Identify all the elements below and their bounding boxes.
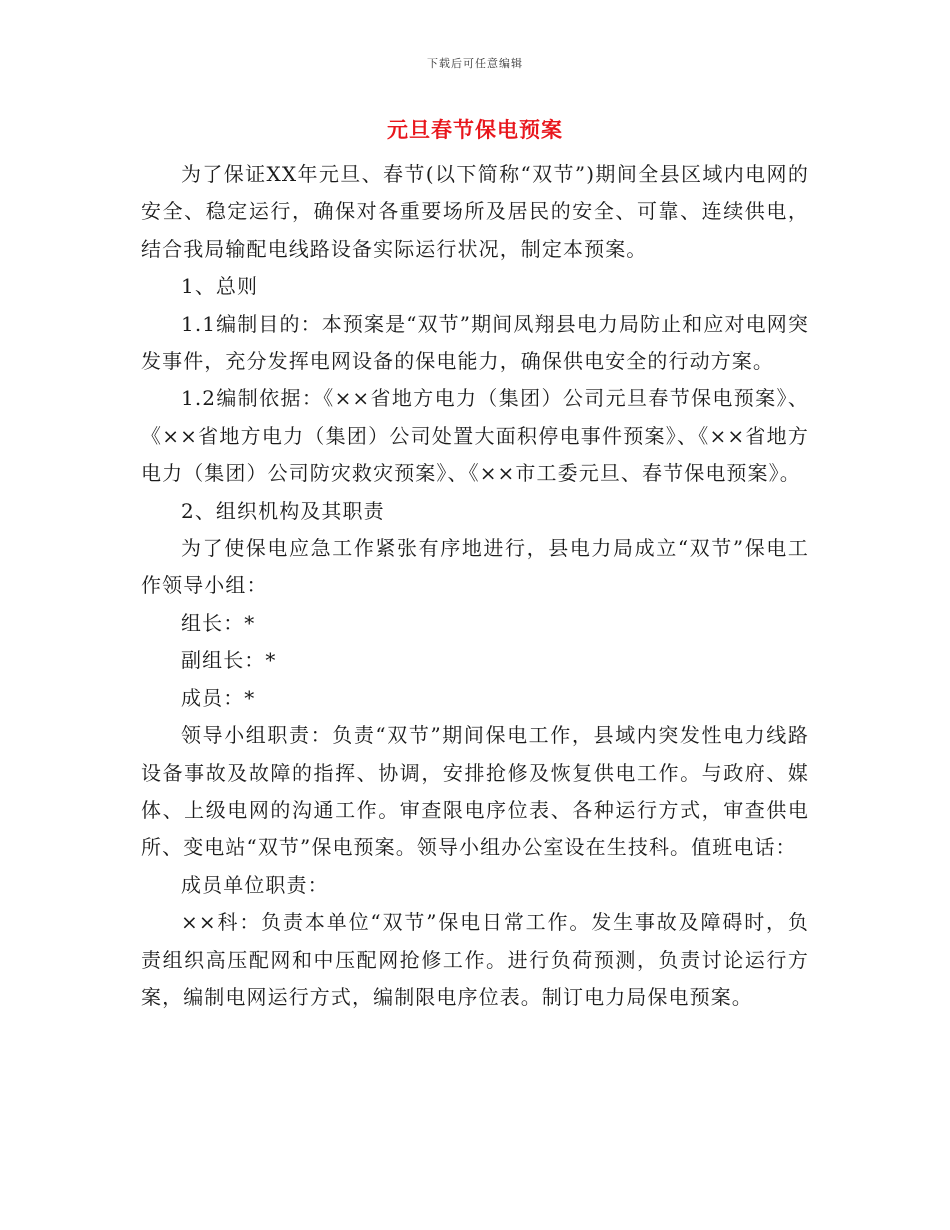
paragraph-leadership-group: 为了使保电应急工作紧张有序地进行，县电力局成立“双节”保电工作领导小组： [141, 536, 809, 598]
paragraph-purpose: 1.1编制目的：本预案是“双节”期间凤翔县电力局防止和应对电网突发事件，充分发挥电网设备的保电能力，确保供电安全的行动方案。 [141, 311, 809, 374]
section-heading-organization: 2、组织机构及其职责 [181, 498, 385, 523]
page-title: 元旦春节保电预案 [387, 117, 563, 142]
paragraph-basis: 1.2编制依据：《××省地方电力（集团）公司元旦春节保电预案》、《××省地方电力（集团）公司处置大面积停电事件预案》、《××省地方电力（集团）公司防灾救灾预案》、《××市工委元旦、春节保电预案》。 [141, 386, 809, 486]
document-body [141, 156, 809, 1016]
paragraph-deputy-leader: 副组长：* [181, 648, 277, 673]
paragraph-intro: 为了保证XX年元旦、春节(以下简称“双节”)期间全县区域内电网的安全、稳定运行，确保对各重要场所及居民的安全、可靠、连续供电，结合我局输配电线路设备实际运行状况，制定本预案。 [141, 162, 809, 261]
paragraph-department-duties: ××科：负责本单位“双节”保电日常工作。发生事故及障碍时，负责组织高压配网和中压配网抢修工作。进行负荷预测，负责讨论运行方案，编制电网运行方式，编制限电序位表。制订电力局保电预案。 [141, 910, 809, 1009]
section-heading-general: 1、总则 [181, 274, 259, 299]
paragraph-members: 成员：* [181, 685, 256, 710]
paragraph-group-leader: 组长：* [181, 610, 256, 635]
paragraph-group-duties: 领导小组职责：负责“双节”期间保电工作，县域内突发性电力线路设备事故及故障的指挥、协调，安排抢修及恢复供电工作。与政府、媒体、上级电网的沟通工作。审查限电序位表、各种运行方式，审查供电所、变电站“双节”保电预案。领导小组办公室设在生技科。值班电话： [141, 723, 809, 860]
header-note: 下载后可任意编辑 [427, 57, 523, 70]
paragraph-member-units-heading: 成员单位职责： [181, 872, 329, 897]
